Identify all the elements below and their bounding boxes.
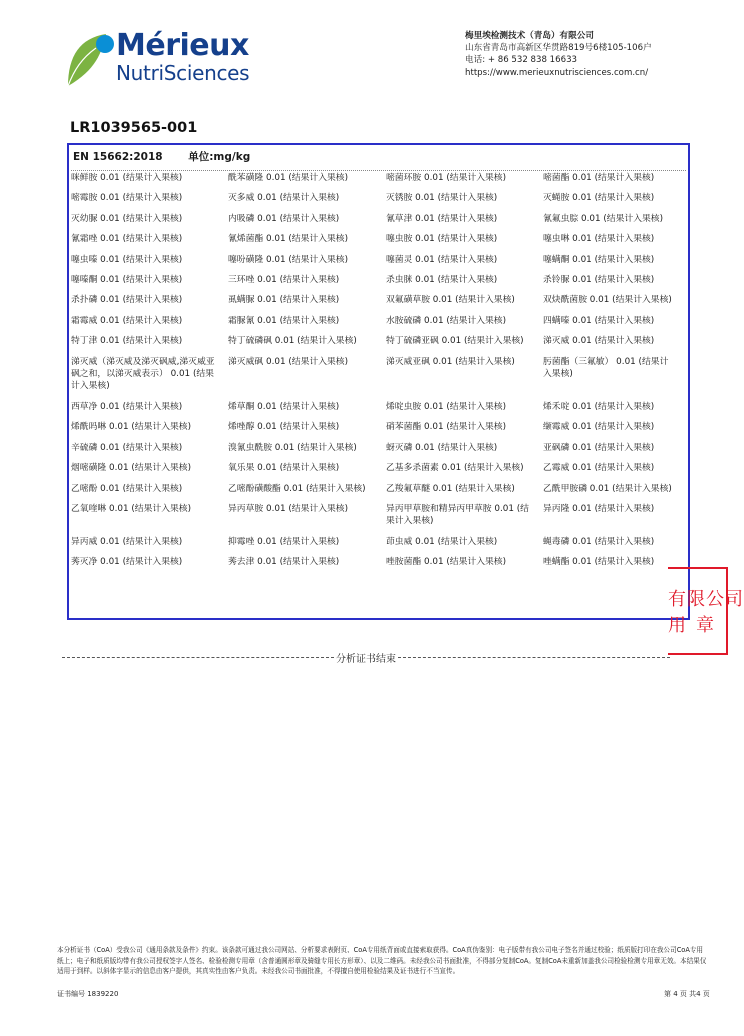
page-number: 第 4 页 共4 页 — [664, 990, 710, 998]
result-item: 杀铃脲 0.01 (结果计入果核) — [543, 275, 655, 286]
company-phone: 电话: + 86 532 838 16633 — [465, 55, 578, 66]
result-item: 烯唑醇 0.01 (结果计入果核) — [228, 422, 340, 433]
result-item: 烟嘧磺隆 0.01 (结果计入果核) — [71, 463, 192, 474]
result-item: 噻吩磺隆 0.01 (结果计入果核) — [228, 254, 349, 265]
results-grid — [71, 172, 685, 577]
disclaimer-text: 本分析证书（CoA）受我公司《通用条款及条件》约束。该条款可通过我公司网站、分析要求表附页、CoA专用纸背面或直接索取获得。CoA真伪鉴别：电子版带有我公司电子签名并通过校验；纸质版打印在我公司CoA专用纸上；电子和纸质版均带有我公司授权签字人签名、检验检测专用章（含普通圆形章及骑缝专用长方形章）、以及二维码。未经我公司书面批准，不得部分复制CoA。复制CoA未重新加盖我公司检验检测专用章无效。本结果仅适用于到样。以斜体字显示的信息由客户提供，其真实性由客户负责。未经我公司书面批准，不得擅自使用检验结果及证书进行不当宣传。 — [57, 946, 707, 976]
result-item: 噻虫嗪 0.01 (结果计入果核) — [71, 254, 183, 265]
results-box — [67, 143, 690, 620]
result-item: 蝇毒磷 0.01 (结果计入果核) — [543, 536, 655, 547]
result-item: 虱螨脲 0.01 (结果计入果核) — [228, 295, 340, 306]
result-item: 乙嘧酚磺酸酯 0.01 (结果计入果核) — [228, 483, 366, 494]
unit-label: 单位:mg/kg — [188, 151, 251, 163]
result-item: 氰烯菌酯 0.01 (结果计入果核) — [228, 234, 349, 245]
result-item: 内吸磷 0.01 (结果计入果核) — [228, 213, 340, 224]
result-item: 异丙隆 0.01 (结果计入果核) — [543, 503, 655, 514]
result-item: 乙基多杀菌素 0.01 (结果计入果核) — [386, 463, 524, 474]
result-item: 噻虫啉 0.01 (结果计入果核) — [543, 234, 655, 245]
result-item: 噻虫胺 0.01 (结果计入果核) — [386, 234, 498, 245]
result-item: 溴氰虫酰胺 0.01 (结果计入果核) — [228, 442, 357, 453]
result-item: 三环唑 0.01 (结果计入果核) — [228, 275, 340, 286]
result-item: 乙羧氟草醚 0.01 (结果计入果核) — [386, 483, 515, 494]
company-website[interactable]: https://www.merieuxnutrisciences.com.cn/ — [465, 67, 649, 78]
dashed-divider — [62, 657, 334, 658]
result-item: 涕灭威砜 0.01 (结果计入果核) — [228, 356, 349, 367]
report-number: LR1039565-001 — [70, 120, 198, 136]
seal-text: 用章 — [668, 615, 724, 636]
result-item: 酰苯磺隆 0.01 (结果计入果核) — [228, 173, 349, 183]
result-item: 双炔酰菌胺 0.01 (结果计入果核) — [543, 295, 672, 306]
result-item: 霜脲氰 0.01 (结果计入果核) — [228, 315, 340, 326]
result-item: 亚砜磷 0.01 (结果计入果核) — [543, 442, 655, 453]
result-item: 噻螨酮 0.01 (结果计入果核) — [543, 254, 655, 265]
company-address: 山东省青岛市高新区华贯路819号6楼105-106户 — [465, 43, 652, 54]
result-item: 唑胺菌酯 0.01 (结果计入果核) — [386, 557, 507, 568]
result-item: 硝苯菌酯 0.01 (结果计入果核) — [386, 422, 507, 433]
result-item: 杀扑磷 0.01 (结果计入果核) — [71, 295, 183, 306]
result-item: 抑霉唑 0.01 (结果计入果核) — [228, 536, 340, 547]
company-logo — [66, 22, 256, 92]
result-item: 莠去津 0.01 (结果计入果核) — [228, 557, 340, 568]
result-item: 烯禾啶 0.01 (结果计入果核) — [543, 401, 655, 412]
result-item: 嘧霉胺 0.01 (结果计入果核) — [71, 193, 183, 204]
result-item: 灭幼脲 0.01 (结果计入果核) — [71, 213, 183, 224]
result-item: 灭锈胺 0.01 (结果计入果核) — [386, 193, 498, 204]
result-item: 四螨嗪 0.01 (结果计入果核) — [543, 315, 655, 326]
dotted-divider — [71, 170, 686, 171]
result-item: 乙氧喹啉 0.01 (结果计入果核) — [71, 503, 192, 514]
result-item: 茚虫威 0.01 (结果计入果核) — [386, 536, 498, 547]
company-name: 梅里埃检测技术（青岛）有限公司 — [465, 31, 594, 41]
result-item: 异丙草胺 0.01 (结果计入果核) — [228, 503, 349, 514]
result-item: 乙酰甲胺磷 0.01 (结果计入果核) — [543, 483, 672, 494]
result-item: 嘧菌酯 0.01 (结果计入果核) — [543, 173, 655, 183]
result-item: 涕灭威亚砜 0.01 (结果计入果核) — [386, 356, 515, 367]
result-item: 涕灭威（涕灭威及涕灭砜威,涕灭威亚砜之和，以涕灭威表示） 0.01 (结果计入果核) — [71, 356, 215, 392]
result-item: 涕灭威 0.01 (结果计入果核) — [543, 336, 655, 347]
result-item: 杀虫脒 0.01 (结果计入果核) — [386, 275, 498, 286]
result-item: 缬霉威 0.01 (结果计入果核) — [543, 422, 655, 433]
result-item: 灭蝇胺 0.01 (结果计入果核) — [543, 193, 655, 204]
logo-dot-icon — [96, 35, 114, 53]
brand-subname: NutriSciences — [116, 61, 250, 85]
end-text: 分析证书结束 — [336, 653, 396, 665]
result-item: 霜霉威 0.01 (结果计入果核) — [71, 315, 183, 326]
result-item: 烯酰吗啉 0.01 (结果计入果核) — [71, 422, 192, 433]
company-seal — [668, 567, 744, 657]
result-item: 辛硫磷 0.01 (结果计入果核) — [71, 442, 183, 453]
result-item: 特丁津 0.01 (结果计入果核) — [71, 336, 183, 347]
certificate-number: 证书编号 1839220 — [57, 990, 119, 998]
result-item: 氰草津 0.01 (结果计入果核) — [386, 213, 498, 224]
company-info — [465, 30, 652, 79]
result-item: 乙嘧酚 0.01 (结果计入果核) — [71, 483, 183, 494]
result-item: 嘧菌环胺 0.01 (结果计入果核) — [386, 173, 507, 183]
result-item: 氰氟虫腙 0.01 (结果计入果核) — [543, 213, 664, 224]
result-item: 西草净 0.01 (结果计入果核) — [71, 401, 183, 412]
result-item: 异丙威 0.01 (结果计入果核) — [71, 536, 183, 547]
result-item: 咪鲜胺 0.01 (结果计入果核) — [71, 173, 183, 183]
result-item: 噻嗪酮 0.01 (结果计入果核) — [71, 275, 183, 286]
result-item: 特丁硫磷砜 0.01 (结果计入果核) — [228, 336, 357, 347]
result-item: 唑螨酯 0.01 (结果计入果核) — [543, 557, 655, 568]
result-item: 双氟磺草胺 0.01 (结果计入果核) — [386, 295, 515, 306]
result-item: 肟菌酯（三氟敏） 0.01 (结果计入果核) — [543, 356, 669, 380]
result-item: 烯草酮 0.01 (结果计入果核) — [228, 401, 340, 412]
result-item: 特丁硫磷亚砜 0.01 (结果计入果核) — [386, 336, 524, 347]
end-of-certificate — [62, 650, 670, 664]
result-item: 氰霜唑 0.01 (结果计入果核) — [71, 234, 183, 245]
result-item: 蚜灭磷 0.01 (结果计入果核) — [386, 442, 498, 453]
result-item: 烯啶虫胺 0.01 (结果计入果核) — [386, 401, 507, 412]
result-item: 水胺硫磷 0.01 (结果计入果核) — [386, 315, 507, 326]
result-item: 乙霉威 0.01 (结果计入果核) — [543, 463, 655, 474]
result-item: 灭多威 0.01 (结果计入果核) — [228, 193, 340, 204]
result-item: 噻菌灵 0.01 (结果计入果核) — [386, 254, 498, 265]
method-standard: EN 15662:2018 — [73, 151, 163, 163]
results-header — [73, 149, 272, 164]
seal-text: 有限公司 — [668, 589, 744, 610]
result-item: 异丙甲草胺和精异丙甲草胺 0.01 (结果计入果核) — [386, 503, 529, 527]
result-item: 氧乐果 0.01 (结果计入果核) — [228, 463, 340, 474]
dashed-divider — [398, 657, 670, 658]
brand-name: Mérieux — [116, 28, 249, 63]
result-item: 莠灭净 0.01 (结果计入果核) — [71, 557, 183, 568]
